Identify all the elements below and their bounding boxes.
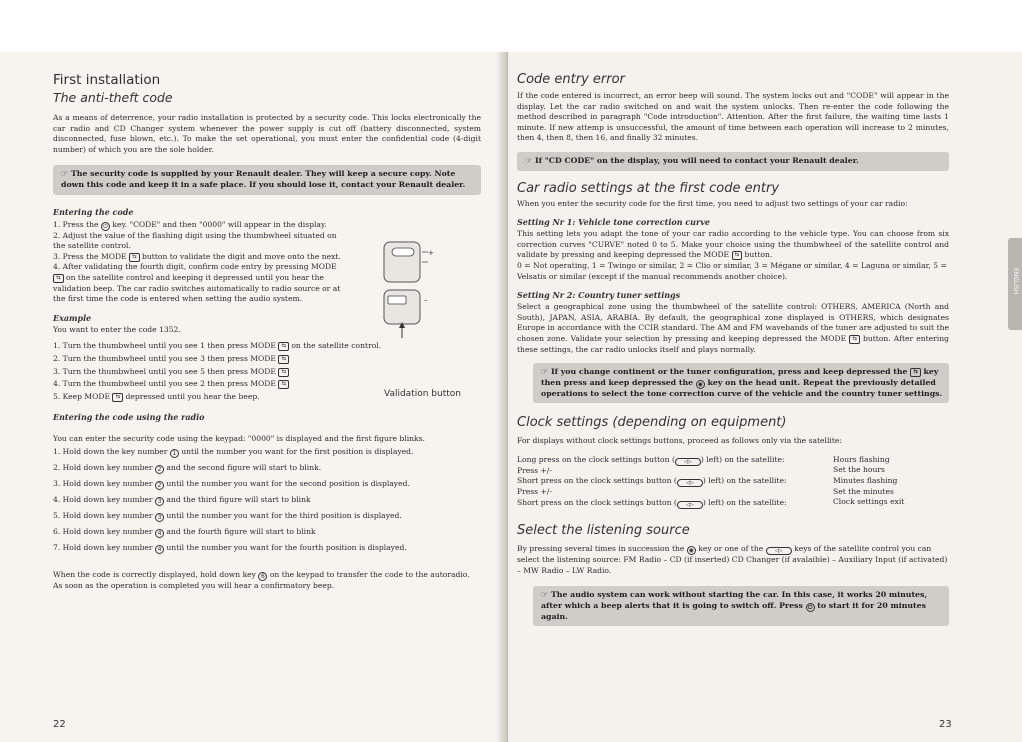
security-warning-box	[53, 165, 481, 194]
pointer-icon: ☞	[61, 169, 68, 179]
list-item: 5. Hold down key number 3 until the number you want for the third position is displayed.	[53, 510, 402, 521]
mode-button-icon: ⇆	[129, 253, 140, 262]
list-item: 1. Press the ⏻ key. "CODE" and then "0000" will appear in the display.	[53, 219, 327, 230]
radio-intro: You can enter the security code using the keypad: "0000" is displayed and the first figure blinks.	[53, 434, 425, 444]
table-row: Press +/-	[517, 487, 552, 497]
table-cell: Set the minutes	[833, 486, 894, 496]
audio-warning-box: ☞ The audio system can work without starting the car. In this case, it works 20 minutes, after which a beep alerts that it is going to switch off. Press ⏻ to start it for 20 minutes again.	[533, 586, 949, 626]
tuner-warning-box: ☞ If you change continent or the tuner configuration, press and keep depressed the ⇆ key then press and keep depressed the ◉ key on the head unit. Repeat the previously detailed operations to select the tone correction curve of the vehicle and the country tuner settings.	[533, 363, 949, 403]
radio-steps	[53, 447, 481, 554]
satellite-control-illustration	[330, 238, 440, 348]
list-item: 5. Keep MODE ⇆ depressed until you hear the beep.	[53, 391, 260, 401]
example-heading: Example	[53, 312, 92, 323]
key-4-icon: 4	[155, 529, 164, 538]
key-3-icon: 3	[155, 497, 164, 506]
setting-1-heading: Setting Nr 1: Vehicle tone correction curve	[517, 217, 710, 228]
page-title: First installation	[53, 72, 161, 88]
list-item: 1. Hold down the key number 1 until the number you want for the first position is displayed.	[53, 446, 414, 457]
radio-outro: When the code is correctly displayed, hold down key 6 on the keypad to transfer the code to the autoradio. As soon as the operation is completed you will hear a confirmatory beep.	[53, 569, 470, 590]
list-item: 6. Hold down key number 4 and the fourth figure will start to blink	[53, 526, 316, 537]
setting-2-text: Select a geographical zone using the thumbwheel of the satellite control: OTHERS, AMERICA (North and South), JAPAN, ASIA, ARABIA. By default, the geographical zone displayed is OTHERS, which designates Europe in accordance with the CCIR standard. The AM and FM wavebands of the tuner are adjusted to suit the chosen zone. Validate your selection by pressing and keeping depressed the MODE ⇆ button. After entering these settings, the car radio unlocks itself and plays normally.	[517, 302, 949, 354]
mode-button-icon: ⇆	[849, 335, 860, 344]
clock-actions	[517, 455, 817, 509]
clock-button-icon: ◁▷	[677, 479, 703, 487]
pointer-icon: ☞	[541, 367, 548, 377]
list-item: 3. Turn the thumbwheel until you see 5 then press MODE ⇆	[53, 367, 481, 378]
listening-source-heading: Select the listening source	[517, 523, 690, 539]
page-number: 23	[939, 719, 952, 730]
key-2-icon: 2	[155, 481, 164, 490]
svg-text:–: –	[424, 296, 428, 304]
listening-source-text: By pressing several times in succession the ◉ key or one of the ◁▷ keys of the satellite control you can select the listening source: FM Radio – CD (if inserted) CD Changer (if avalaible) – Auxiliary Input (if activated) – MW Radio – LW Radio.	[517, 544, 948, 575]
table-row: Short press on the clock settings button ( ◁▷ ) left) on the satellite:	[517, 476, 787, 487]
power-key-icon: ⏻	[101, 222, 110, 231]
key-1-icon: 1	[170, 449, 179, 458]
setting-1-text: This setting lets you adapt the tone of your car radio according to the vehicle type. You can choose from six correction curves "CURVE" noted 0 to 5. Make your choice using the thumbwheel of the satellite control and validate by pressing and keeping depressed the MODE ⇆ button.	[517, 229, 949, 260]
code-error-text: If the code entered is incorrect, an error beep will sound. The system locks out and "CODE" will appear in the display. Let the car radio switched on and wait the system unlocks. Then re-enter the code following the method described in paragraph "Code introduction". Attention. After the first failure, the waiting time lasts 1 minute. If new attemp is unsuccessful, the amount of time between each operation will increase to 2 minutes, then 4, then 8, then 16, and finally 32 minutes.	[517, 91, 949, 143]
entering-code-heading: Entering the code	[53, 206, 134, 217]
list-item: 4. Hold down key number 3 and the third figure will start to blink	[53, 494, 311, 505]
table-cell: Clock settings exit	[833, 497, 905, 507]
validation-button-label: Validation button	[384, 389, 461, 399]
intro-paragraph: As a means of deterrence, your radio installation is protected by a security code. This locks electronically the car radio and CD Changer system whenever the power supply is cut off (battery disconnected, system disconnected, fuse blown, etc.). To make the set operational, you must enter the confidential code (4-digit number) of which you are the sole holder.	[53, 113, 481, 154]
source-key-icon: ◉	[688, 547, 694, 555]
list-item: 1. Turn the thumbwheel until you see 1 then press MODE ⇆ on the satellite control.	[53, 341, 382, 351]
key-6-icon: 6	[258, 572, 267, 581]
mode-button-icon: ⇆	[278, 380, 289, 389]
left-page	[0, 52, 506, 742]
entering-steps	[53, 220, 343, 305]
page-number: 22	[53, 719, 66, 730]
clock-intro: For displays without clock settings buttons, proceed as follows only via the satellite:	[517, 436, 842, 446]
list-item: 2. Turn the thumbwheel until you see 3 then press MODE ⇆	[53, 354, 481, 365]
pointer-icon: ☞	[541, 590, 548, 600]
table-cell: Set the hours	[833, 465, 885, 475]
clock-table	[517, 455, 949, 509]
setting-1-values: 0 = Not operating, 1 = Twingo or similar, 2 = Clio or similar, 3 = Mégane or similar, 4 = Laguna or similar, 5 = Velsatis or similar (except if the manual recommends another choice).	[517, 260, 947, 281]
list-item: 2. Adjust the value of the flashing digit using the thumbwheel situated on the satellite control.	[53, 230, 337, 251]
table-row: Long press on the clock settings button ( ◁▷ ) left) on the satellite:	[517, 454, 785, 465]
radio-code-heading: Entering the code using the radio	[53, 412, 205, 423]
code-error-heading: Code entry error	[517, 72, 625, 87]
mode-button-icon: ⇆	[278, 342, 289, 351]
first-code-intro: When you enter the security code for the first time, you need to adjust two settings of your car radio:	[517, 198, 908, 208]
list-item: 4. Turn the thumbwheel until you see 2 then press MODE ⇆	[53, 379, 481, 390]
clock-heading: Clock settings (depending on equipment)	[517, 415, 787, 431]
key-2-icon: 2	[155, 465, 164, 474]
table-cell: Hours flashing	[833, 454, 890, 464]
pointer-icon: ☞	[525, 155, 532, 165]
key-3-icon: 3	[155, 513, 164, 522]
table-row: Short press on the clock settings button ( ◁▷ ) left) on the satellite:	[517, 498, 787, 509]
mode-button-icon: ⇆	[732, 251, 743, 260]
mode-button-icon: ⇆	[278, 355, 289, 364]
svg-text:+: +	[428, 249, 434, 257]
mode-button-icon: ⇆	[278, 368, 289, 377]
right-page	[508, 52, 1022, 742]
clock-button-icon: ◁▷	[677, 501, 703, 509]
power-key-icon: ⏻	[806, 603, 815, 612]
list-item: 7. Hold down key number 4 until the number you want for the fourth position is displayed.	[53, 542, 407, 553]
list-item: 3. Press the MODE ⇆ button to validate the digit and move onto the next.	[53, 251, 341, 261]
key-4-icon: 4	[155, 545, 164, 554]
list-item: 2. Hold down key number 2 and the second figure will start to blink.	[53, 462, 322, 473]
right-column	[517, 72, 949, 626]
setting-2-heading: Setting Nr 2: Country tuner settings	[517, 290, 681, 301]
table-cell: Minutes flashing	[833, 476, 898, 486]
list-item: 4. After validating the fourth digit, confirm code entry by pressing MODE ⇆ on the satellite control and keeping it depressed until you hear the validation beep. The car radio switches automatically to radio source or at the first time the code is entered when setting the audio system.	[53, 262, 341, 304]
clock-results	[833, 455, 949, 509]
mode-button-icon: ⇆	[910, 368, 921, 377]
language-tab: ENGLISH	[1008, 238, 1022, 330]
cd-code-warning-box	[517, 152, 949, 171]
table-row: Press +/-	[517, 465, 552, 475]
list-item: 3. Hold down key number 2 until the number you want for the second position is displayed.	[53, 478, 410, 489]
cd-code-warning-text: If "CD CODE" on the display, you will need to contact your Renault dealer.	[535, 155, 859, 165]
example-intro: You want to enter the code 1352.	[53, 324, 181, 334]
first-code-heading: Car radio settings at the first code entry	[517, 180, 780, 196]
mode-button-icon: ⇆	[112, 393, 123, 402]
page-subtitle: The anti-theft code	[53, 90, 173, 105]
mode-button-icon: ⇆	[53, 274, 64, 283]
ok-key-icon: ◉	[697, 380, 703, 388]
clock-button-icon: ◁▷	[675, 458, 701, 466]
security-warning-text: The security code is supplied by your Renault dealer. They will keep a secure copy. Note down this code and keep it in a safe place. If you should lose it, contact your Renault dealer.	[61, 169, 466, 189]
source-buttons-icon: ◁▷	[766, 547, 792, 555]
